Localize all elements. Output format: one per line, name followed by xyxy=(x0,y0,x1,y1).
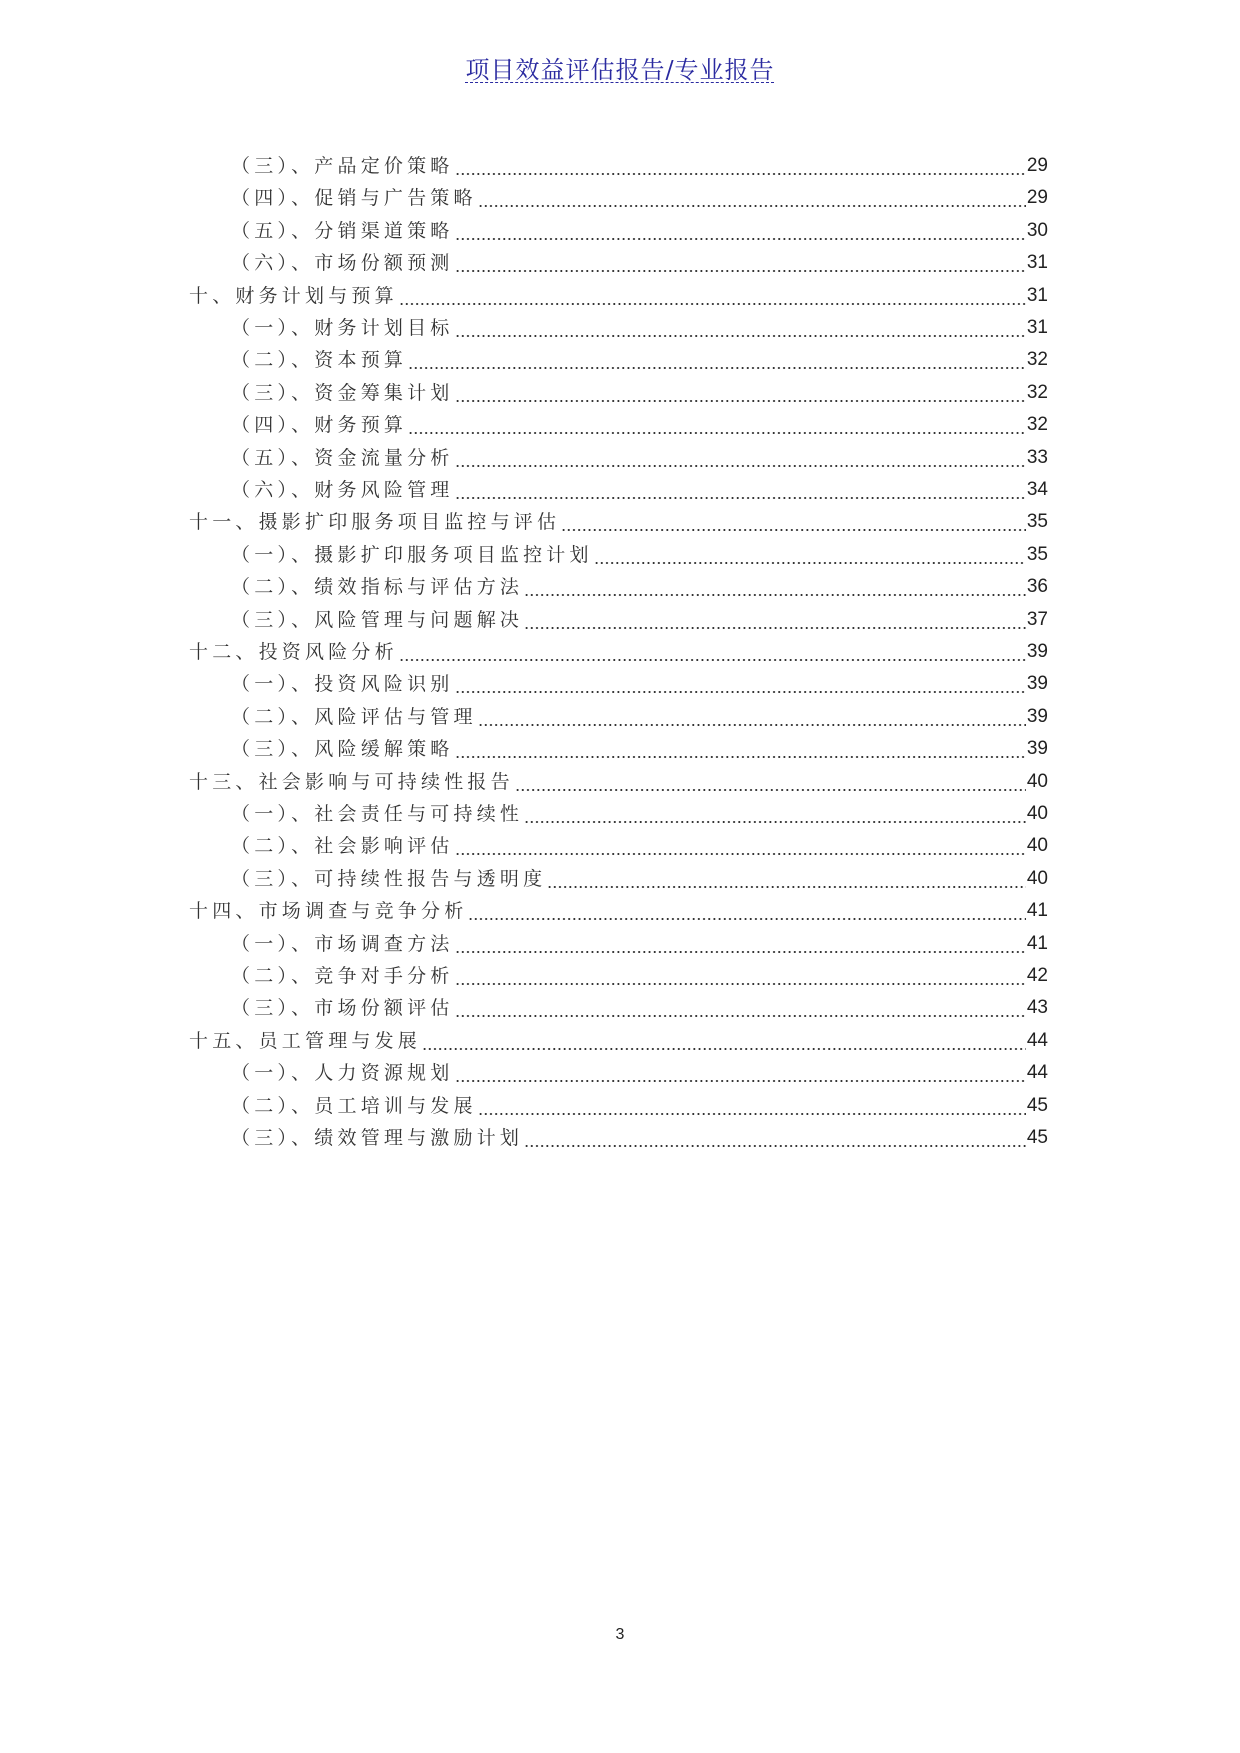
toc-dot-leader xyxy=(399,281,1026,311)
toc-dot-leader xyxy=(455,216,1026,246)
toc-section-entry[interactable] xyxy=(231,799,1048,829)
toc-entry-label[interactable]: （二）、资本预算 xyxy=(231,349,408,372)
toc-entry-label[interactable]: （三）、资金筹集计划 xyxy=(231,381,454,404)
toc-dot-leader xyxy=(455,734,1026,764)
toc-entry-page-number[interactable]: 44 xyxy=(1026,1029,1048,1051)
toc-dot-leader xyxy=(455,378,1026,408)
toc-section-entry[interactable] xyxy=(231,1091,1048,1121)
toc-entry-label[interactable]: （五）、分销渠道策略 xyxy=(231,219,454,242)
toc-entry-label[interactable]: （二）、绩效指标与评估方法 xyxy=(231,576,524,599)
toc-dot-leader xyxy=(524,1123,1026,1153)
toc-dot-leader xyxy=(455,669,1026,699)
toc-section-entry[interactable] xyxy=(231,572,1048,602)
toc-dot-leader xyxy=(455,831,1026,861)
toc-entry-label[interactable]: （二）、员工培训与发展 xyxy=(231,1094,477,1117)
toc-dot-leader xyxy=(455,1058,1026,1088)
toc-section-entry[interactable] xyxy=(231,410,1048,440)
toc-entry-page-number[interactable]: 32 xyxy=(1026,414,1048,436)
toc-entry-label[interactable]: （一）、财务计划目标 xyxy=(231,317,454,339)
toc-dot-leader xyxy=(478,1091,1026,1121)
toc-section-entry[interactable] xyxy=(231,1123,1048,1153)
toc-entry-page-number[interactable]: 29 xyxy=(1026,187,1048,209)
toc-dot-leader xyxy=(524,799,1026,829)
toc-entry-label[interactable]: （六）、财务风险管理 xyxy=(231,479,454,501)
toc-chapter-entry[interactable] xyxy=(189,637,1048,667)
toc-entry-label[interactable]: 十一、摄影扩印服务项目监控与评估 xyxy=(189,511,561,534)
toc-dot-leader xyxy=(399,637,1026,667)
toc-dot-leader xyxy=(422,1026,1026,1056)
toc-dot-leader xyxy=(455,248,1026,278)
toc-chapter-entry[interactable] xyxy=(189,507,1048,537)
toc-section-entry[interactable] xyxy=(231,183,1048,213)
toc-dot-leader xyxy=(478,183,1026,213)
toc-dot-leader xyxy=(455,443,1026,473)
toc-entry-label[interactable]: 十四、市场调查与竞争分析 xyxy=(189,900,468,923)
toc-entry-label[interactable]: （三）、绩效管理与激励计划 xyxy=(231,1127,524,1149)
toc-section-entry[interactable] xyxy=(231,345,1048,375)
toc-entry-label[interactable]: （三）、产品定价策略 xyxy=(231,155,454,177)
toc-entry-label[interactable]: （六）、市场份额预测 xyxy=(231,252,454,275)
toc-entry-page-number[interactable]: 36 xyxy=(1026,576,1048,598)
toc-entry-label[interactable]: （一）、摄影扩印服务项目监控计划 xyxy=(231,543,593,566)
toc-chapter-entry[interactable] xyxy=(189,1026,1048,1056)
toc-entry-label[interactable]: （二）、社会影响评估 xyxy=(231,835,454,858)
toc-entry-page-number[interactable]: 40 xyxy=(1026,770,1048,792)
toc-dot-leader xyxy=(408,410,1026,440)
toc-dot-leader xyxy=(408,345,1026,375)
toc-entry-label[interactable]: （一）、投资风险识别 xyxy=(231,673,454,696)
toc-entry-page-number[interactable]: 32 xyxy=(1026,349,1048,371)
toc-dot-leader xyxy=(561,507,1026,537)
toc-entry-page-number[interactable]: 37 xyxy=(1026,608,1048,630)
toc-entry-page-number[interactable]: 45 xyxy=(1026,1094,1048,1116)
toc-section-entry[interactable] xyxy=(231,475,1048,505)
toc-section-entry[interactable] xyxy=(231,605,1048,635)
toc-entry-page-number[interactable]: 31 xyxy=(1026,252,1048,274)
toc-section-entry[interactable] xyxy=(231,248,1048,278)
toc-section-entry[interactable] xyxy=(231,540,1048,570)
toc-entry-page-number[interactable]: 31 xyxy=(1026,284,1048,306)
toc-entry-page-number[interactable]: 35 xyxy=(1026,543,1048,565)
toc-entry-page-number[interactable]: 41 xyxy=(1026,900,1048,922)
toc-entry-page-number[interactable]: 29 xyxy=(1026,155,1048,176)
toc-entry-page-number[interactable]: 34 xyxy=(1026,479,1048,500)
toc-section-entry[interactable] xyxy=(231,313,1048,343)
toc-section-entry[interactable] xyxy=(231,216,1048,246)
toc-entry-label[interactable]: （四）、财务预算 xyxy=(231,414,408,437)
toc-entry-page-number[interactable]: 35 xyxy=(1026,511,1048,533)
toc-dot-leader xyxy=(455,475,1026,505)
toc-entry-label[interactable]: （一）、社会责任与可持续性 xyxy=(231,803,524,825)
header-title-link[interactable]: 项目效益评估报告/专业报告 xyxy=(465,56,775,84)
toc-entry-page-number[interactable]: 40 xyxy=(1026,835,1048,857)
toc-dot-leader xyxy=(455,961,1026,991)
toc-entry-label[interactable]: （五）、资金流量分析 xyxy=(231,446,454,469)
toc-entry-label[interactable]: （二）、风险评估与管理 xyxy=(231,705,477,728)
toc-entry-label[interactable]: （二）、竞争对手分析 xyxy=(231,965,454,987)
toc-entry-page-number[interactable]: 40 xyxy=(1026,803,1048,824)
toc-entry-page-number[interactable]: 39 xyxy=(1026,738,1048,760)
toc-section-entry[interactable] xyxy=(231,734,1048,764)
toc-section-entry[interactable] xyxy=(231,702,1048,732)
toc-dot-leader xyxy=(455,993,1026,1023)
toc-entry-page-number[interactable]: 43 xyxy=(1026,997,1048,1019)
toc-dot-leader xyxy=(455,929,1026,959)
toc-section-entry[interactable] xyxy=(231,1058,1048,1088)
toc-entry-label[interactable]: （三）、可持续性报告与透明度 xyxy=(231,867,547,890)
toc-entry-page-number[interactable]: 41 xyxy=(1026,932,1048,954)
toc-section-entry[interactable] xyxy=(231,831,1048,861)
toc-entry-page-number[interactable]: 42 xyxy=(1026,965,1048,986)
toc-entry-label[interactable]: （四）、促销与广告策略 xyxy=(231,187,477,210)
toc-section-entry[interactable] xyxy=(231,929,1048,959)
toc-entry-page-number[interactable]: 39 xyxy=(1026,673,1048,695)
toc-section-entry[interactable] xyxy=(231,961,1048,991)
toc-entry-label[interactable]: 十五、员工管理与发展 xyxy=(189,1029,422,1052)
toc-entry-page-number[interactable]: 44 xyxy=(1026,1062,1048,1084)
toc-section-entry[interactable] xyxy=(231,864,1048,894)
toc-entry-label[interactable]: （一）、市场调查方法 xyxy=(231,932,454,955)
toc-chapter-entry[interactable] xyxy=(189,767,1048,797)
toc-section-entry[interactable] xyxy=(231,378,1048,408)
page-number: 3 xyxy=(615,1626,625,1643)
toc-entry-page-number[interactable]: 39 xyxy=(1026,641,1048,662)
toc-section-entry[interactable] xyxy=(231,993,1048,1023)
toc-dot-leader xyxy=(524,605,1026,635)
toc-entry-page-number[interactable]: 40 xyxy=(1026,867,1048,889)
toc-dot-leader xyxy=(547,864,1026,894)
document-header-title[interactable] xyxy=(0,50,1240,85)
toc-entry-label[interactable]: （三）、风险缓解策略 xyxy=(231,738,454,761)
toc-entry-label[interactable]: （三）、风险管理与问题解决 xyxy=(231,608,524,631)
toc-dot-leader xyxy=(524,572,1026,602)
toc-entry-label[interactable]: 十二、投资风险分析 xyxy=(189,641,398,663)
toc-entry-label[interactable]: （三）、市场份额评估 xyxy=(231,997,454,1020)
toc-entry-label[interactable]: （一）、人力资源规划 xyxy=(231,1062,454,1085)
toc-dot-leader xyxy=(455,151,1026,181)
toc-dot-leader xyxy=(594,540,1026,570)
toc-entry-page-number[interactable]: 30 xyxy=(1026,219,1048,241)
toc-entry-page-number[interactable]: 31 xyxy=(1026,317,1048,338)
toc-dot-leader xyxy=(455,313,1026,343)
toc-chapter-entry[interactable] xyxy=(189,896,1048,926)
toc-dot-leader xyxy=(468,896,1025,926)
toc-entry-page-number[interactable]: 32 xyxy=(1026,381,1048,403)
toc-section-entry[interactable] xyxy=(231,151,1048,181)
toc-entry-label[interactable]: 十、财务计划与预算 xyxy=(189,284,398,307)
toc-entry-page-number[interactable]: 45 xyxy=(1026,1127,1048,1148)
toc-section-entry[interactable] xyxy=(231,443,1048,473)
toc-chapter-entry[interactable] xyxy=(189,281,1048,311)
toc-section-entry[interactable] xyxy=(231,669,1048,699)
toc-entry-page-number[interactable]: 33 xyxy=(1026,446,1048,468)
toc-entry-page-number[interactable]: 39 xyxy=(1026,705,1048,727)
toc-entry-label[interactable]: 十三、社会影响与可持续性报告 xyxy=(189,770,514,793)
toc-dot-leader xyxy=(478,702,1026,732)
toc-dot-leader xyxy=(515,767,1026,797)
